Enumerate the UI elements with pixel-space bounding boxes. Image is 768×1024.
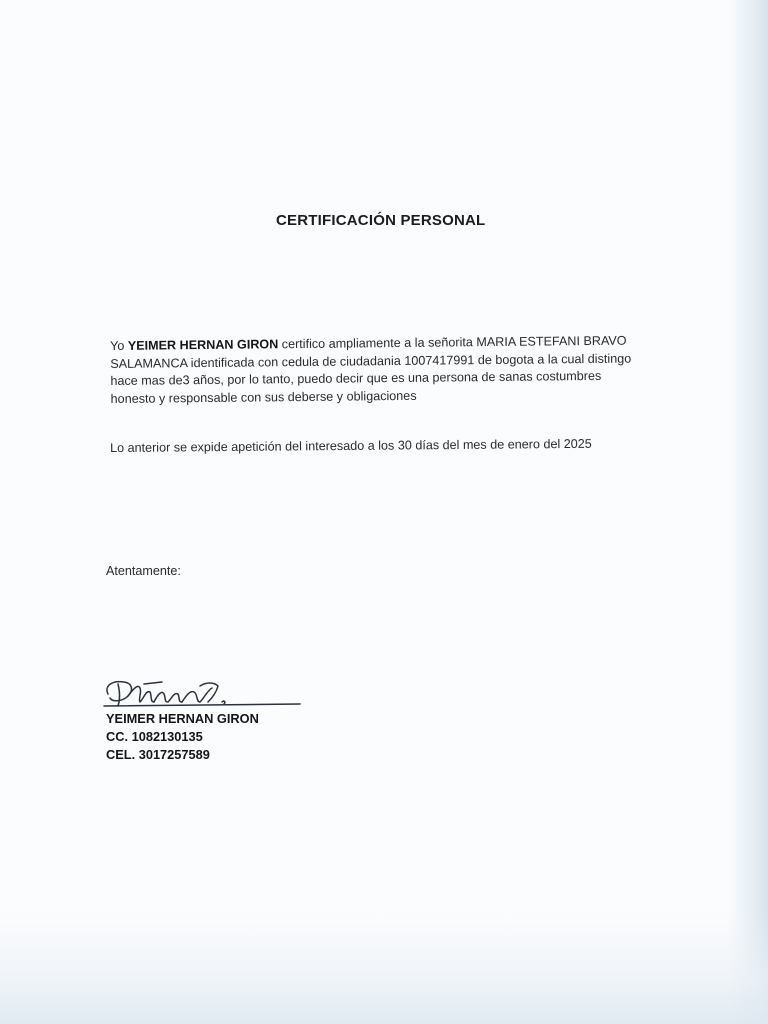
- closing-statement: Lo anterior se expide apetición del interesado a los 30 días del mes de enero del 2025: [110, 436, 592, 455]
- paragraph-intro: Yo: [110, 338, 128, 353]
- signer-block: [106, 710, 259, 764]
- document-title: CERTIFICACIÓN PERSONAL: [276, 212, 486, 229]
- paragraph-body: certifico ampliamente a la señorita MARIA ESTEFANI BRAVO SALAMANCA identificada con cedula de ciudadania 1007417991 de bogota a la cual distingo hace mas de3 años, por lo tanto, puedo decir que es una persona de sanas costumbres honesto y responsable con sus deberse y obligaciones: [110, 333, 632, 406]
- paper-bottom-shadow: [0, 914, 768, 1024]
- paragraph-signer-name: YEIMER HERNAN GIRON: [127, 337, 279, 353]
- signer-id: CC. 1082130135: [106, 729, 203, 744]
- certification-paragraph: [110, 332, 641, 408]
- handwritten-signature: [100, 672, 310, 714]
- paper-edge-shadow: [728, 0, 768, 1024]
- signer-name: YEIMER HERNAN GIRON: [106, 711, 259, 726]
- signer-phone: CEL. 3017257589: [106, 747, 210, 762]
- salutation: Atentamente:: [106, 564, 181, 578]
